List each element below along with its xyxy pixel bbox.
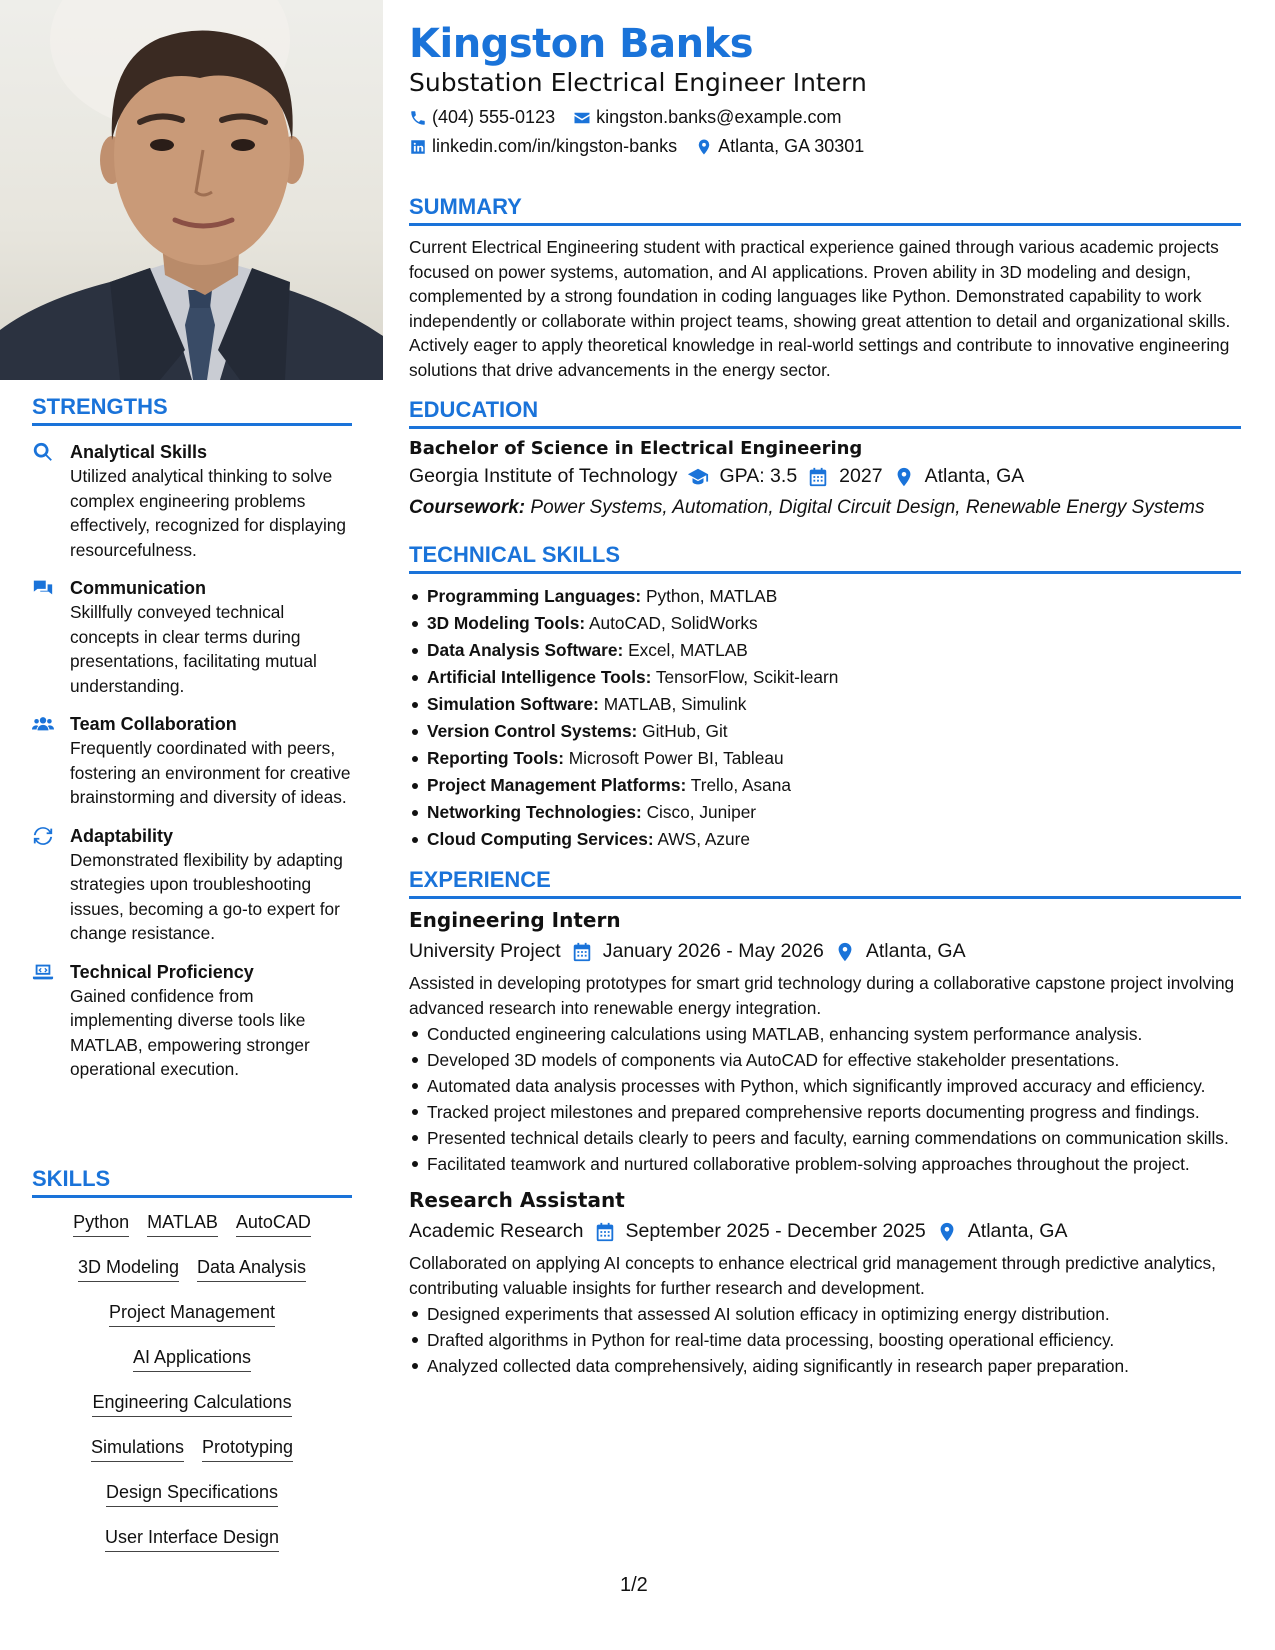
job-meta: [409, 940, 1241, 963]
strength-item: [32, 712, 352, 810]
skill-row: [32, 1302, 352, 1347]
skill-value: AWS, Azure: [657, 829, 750, 849]
coursework-label: Coursework:: [409, 497, 526, 518]
skill-label: Reporting Tools:: [427, 748, 564, 768]
job-description: Assisted in developing prototypes for smart grid technology during a collaborative capstone project involving advanced research into renewable energy integration.: [409, 973, 1235, 1018]
list-item: [409, 745, 1241, 772]
main-column: [409, 22, 1241, 1380]
job-org: Academic Research: [409, 1220, 584, 1242]
list-item: [409, 799, 1241, 826]
skill-row: [32, 1527, 352, 1572]
skill-chip: Simulations: [91, 1437, 184, 1462]
strength-item: [32, 440, 352, 562]
contact-row: [409, 107, 1241, 128]
experience-heading: EXPERIENCE: [409, 867, 1241, 899]
phone[interactable]: [409, 107, 555, 128]
skill-value: AutoCAD, SolidWorks: [588, 613, 758, 633]
skill-value: Excel, MATLAB: [628, 640, 748, 660]
strength-desc: Utilized analytical thinking to solve complex engineering problems effectively, recognized for displaying resourcefulness.: [70, 466, 347, 560]
education-meta: [409, 465, 1241, 488]
skill-row: [32, 1257, 352, 1302]
skill-label: Programming Languages:: [427, 586, 642, 606]
coursework-text: Power Systems, Automation, Digital Circuit Design, Renewable Energy Systems: [530, 497, 1205, 518]
phone-icon: [409, 109, 427, 127]
address: [695, 136, 864, 157]
profile-photo: [0, 0, 383, 380]
linkedin[interactable]: [409, 136, 677, 157]
summary-heading: SUMMARY: [409, 194, 1241, 226]
email-text: kingston.banks@example.com: [596, 107, 842, 127]
experience-section: [409, 867, 1241, 1378]
technical-skills-section: [409, 542, 1241, 853]
job-location: Atlanta, GA: [967, 1220, 1068, 1242]
skill-row: [32, 1392, 352, 1437]
job-location: Atlanta, GA: [865, 940, 966, 962]
phone-text: (404) 555-0123: [432, 107, 556, 127]
calendar-icon: [594, 1221, 616, 1243]
list-item: [409, 826, 1241, 853]
skill-row: [32, 1347, 352, 1392]
list-item: Tracked project milestones and prepared comprehensive reports documenting progress and findings.: [409, 1100, 1241, 1124]
list-item: Analyzed collected data comprehensively, aiding significantly in research paper preparation.: [409, 1354, 1241, 1378]
list-item: [409, 718, 1241, 745]
skill-value: TensorFlow, Scikit-learn: [655, 667, 839, 687]
skill-row: [32, 1482, 352, 1527]
email[interactable]: [573, 107, 841, 128]
strengths-heading: STRENGTHS: [32, 394, 352, 426]
list-item: Conducted engineering calculations using MATLAB, enhancing system performance analysis.: [409, 1022, 1241, 1046]
location-pin-icon: [936, 1221, 958, 1243]
skill-chip: User Interface Design: [105, 1527, 279, 1552]
skill-row: [32, 1212, 352, 1257]
skill-chip: Python: [73, 1212, 129, 1237]
list-item: Automated data analysis processes with Python, which significantly improved accuracy and efficiency.: [409, 1074, 1241, 1098]
sidebar: [0, 0, 383, 1650]
education-heading: EDUCATION: [409, 397, 1241, 429]
technical-skills-list: [409, 583, 1241, 853]
strength-name: Adaptability: [70, 825, 174, 846]
calendar-icon: [807, 466, 829, 488]
technical-skills-heading: TECHNICAL SKILLS: [409, 542, 1241, 574]
strengths-section: [32, 394, 352, 1096]
search-icon: [32, 440, 56, 562]
list-item: Presented technical details clearly to peers and faculty, earning commendations on communication skills.: [409, 1126, 1241, 1150]
skill-value: Trello, Asana: [690, 775, 791, 795]
skill-chip: AutoCAD: [236, 1212, 311, 1237]
summary-section: [409, 194, 1241, 382]
skill-value: Microsoft Power BI, Tableau: [568, 748, 784, 768]
strength-name: Communication: [70, 578, 207, 598]
address-text: Atlanta, GA 30301: [718, 136, 865, 156]
coursework: [409, 496, 1241, 520]
comments-icon: [32, 576, 56, 698]
contact-row: [409, 136, 1241, 157]
skill-label: Networking Technologies:: [427, 802, 642, 822]
skill-chip: Prototyping: [202, 1437, 293, 1462]
laptop-code-icon: [32, 960, 56, 1082]
list-item: [409, 664, 1241, 691]
job-entry: [409, 1188, 1241, 1378]
job-meta: [409, 1220, 1241, 1243]
graduation-cap-icon: [687, 466, 709, 488]
education-location: Atlanta, GA: [924, 465, 1025, 487]
location-pin-icon: [893, 466, 915, 488]
skill-label: Data Analysis Software:: [427, 640, 624, 660]
skill-label: Cloud Computing Services:: [427, 829, 654, 849]
sync-icon: [32, 824, 56, 946]
job-title: Research Assistant: [409, 1188, 625, 1212]
strength-item: [32, 576, 352, 698]
job-bullets: [409, 1302, 1241, 1378]
job-dates: January 2026 - May 2026: [602, 940, 824, 962]
job-bullets: [409, 1022, 1241, 1176]
job-title: Engineering Intern: [409, 908, 621, 932]
list-item: [409, 610, 1241, 637]
strength-name: Team Collaboration: [70, 714, 237, 734]
skill-label: Artificial Intelligence Tools:: [427, 667, 652, 687]
skill-row: [32, 1437, 352, 1482]
list-item: [409, 772, 1241, 799]
skill-chip: Project Management: [109, 1302, 275, 1327]
graduation-year: 2027: [839, 465, 883, 487]
job-dates: September 2025 - December 2025: [625, 1220, 926, 1242]
list-item: Drafted algorithms in Python for real-time data processing, boosting operational efficiency.: [409, 1328, 1241, 1352]
skill-chip: MATLAB: [147, 1212, 218, 1237]
gpa: GPA: 3.5: [719, 465, 798, 487]
list-item: [409, 583, 1241, 610]
skill-label: Version Control Systems:: [427, 721, 638, 741]
list-item: Designed experiments that assessed AI solution efficacy in optimizing energy distribution.: [409, 1302, 1241, 1326]
list-item: Developed 3D models of components via AutoCAD for effective stakeholder presentations.: [409, 1048, 1241, 1072]
candidate-title: Substation Electrical Engineer Intern: [409, 68, 867, 97]
strength-item: [32, 960, 352, 1082]
school: Georgia Institute of Technology: [409, 465, 678, 487]
page-number: 1/2: [620, 1574, 648, 1596]
users-icon: [32, 712, 56, 810]
linkedin-text: linkedin.com/in/kingston-banks: [432, 136, 678, 156]
skills-section: [32, 1166, 352, 1572]
skill-chip: AI Applications: [133, 1347, 251, 1372]
location-pin-icon: [834, 941, 856, 963]
skill-label: Simulation Software:: [427, 694, 599, 714]
candidate-name: Kingston Banks: [409, 21, 753, 67]
list-item: [409, 691, 1241, 718]
calendar-icon: [571, 941, 593, 963]
skill-value: MATLAB, Simulink: [603, 694, 747, 714]
strength-name: Analytical Skills: [70, 442, 208, 462]
strength-name: Technical Proficiency: [70, 961, 254, 982]
skill-label: Project Management Platforms:: [427, 775, 687, 795]
job-org: University Project: [409, 940, 561, 962]
job-description: Collaborated on applying AI concepts to enhance electrical grid management through predictive analytics, contributing valuable insights for further research and development.: [409, 1253, 1216, 1298]
strength-desc: Frequently coordinated with peers, fostering an environment for creative brainstorming and diversity of ideas.: [70, 738, 351, 807]
skill-value: GitHub, Git: [642, 721, 728, 741]
skill-chip: 3D Modeling: [78, 1257, 179, 1282]
job-entry: [409, 908, 1241, 1176]
skill-chip: Design Specifications: [106, 1482, 278, 1507]
skills-heading: SKILLS: [32, 1166, 352, 1198]
skill-chip: Data Analysis: [197, 1257, 306, 1282]
list-item: [409, 637, 1241, 664]
strength-desc: Gained confidence from implementing diverse tools like MATLAB, empowering stronger operational execution.: [70, 985, 310, 1079]
education-section: [409, 397, 1241, 520]
skill-chip: Engineering Calculations: [92, 1392, 291, 1417]
summary-text: Current Electrical Engineering student with practical experience gained through various academic projects focused on power systems, automation, and AI applications. Proven ability in 3D modeling and design, complemented by a strong foundation in coding languages like Python. Demonstrated capability to work independently or collaborate within project teams, showing great attention to detail and organizational skills. Actively eager to apply theoretical knowledge in real-world settings and contribute to innovative engineering solutions that drive advancements in the energy sector.: [409, 237, 1231, 380]
skill-value: Cisco, Juniper: [646, 802, 757, 822]
strength-desc: Demonstrated flexibility by adapting strategies upon troubleshooting issues, becoming a go-to expert for change resistance.: [70, 849, 343, 943]
linkedin-icon: [409, 138, 427, 156]
degree: Bachelor of Science in Electrical Engineering: [409, 438, 863, 459]
list-item: Facilitated teamwork and nurtured collaborative problem-solving approaches throughout the project.: [409, 1152, 1241, 1176]
skill-value: Python, MATLAB: [645, 586, 778, 606]
location-pin-icon: [695, 138, 713, 156]
envelope-icon: [573, 109, 591, 127]
strength-desc: Skillfully conveyed technical concepts in clear terms during presentations, facilitating mutual understanding.: [70, 602, 317, 696]
strength-item: [32, 824, 352, 946]
skill-label: 3D Modeling Tools:: [427, 613, 586, 633]
